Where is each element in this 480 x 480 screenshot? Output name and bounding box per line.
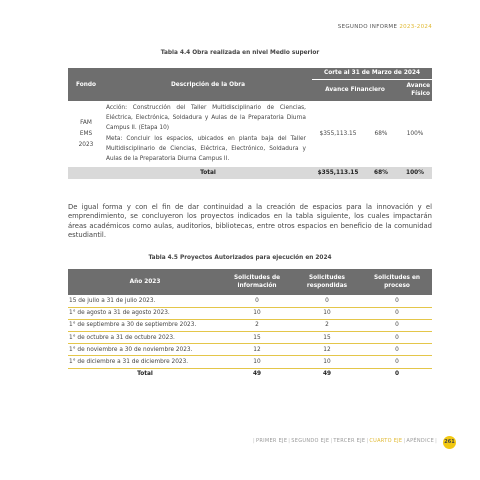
nav-apendice[interactable]: APÉNDICE <box>406 438 435 444</box>
col-fondo: Fondo <box>68 68 104 101</box>
total-label: Total <box>104 167 312 179</box>
total-row <box>68 167 432 179</box>
amount-cell: $355,113.15 <box>319 131 357 137</box>
total-label: Total <box>137 371 153 378</box>
projects-table <box>68 269 432 380</box>
total-info: 49 <box>252 371 262 378</box>
total-in-process: 0 <box>394 371 400 378</box>
table-row: 1° de noviembre a 30 de noviembre 2023. 12 12 0 <box>68 344 432 356</box>
table-row: 1° de agosto a 31 de agosto 2023. 10 10 0 <box>68 307 432 319</box>
financial-progress-cell: 68% <box>374 131 388 137</box>
total-financial: 68% <box>364 167 398 179</box>
table-row <box>68 101 432 167</box>
col-descripcion: Descripción de la Obra <box>104 68 312 101</box>
table1-caption: Tabla 4.4 Obra realizada en nivel Medio superior <box>160 50 320 56</box>
report-year: 2023-2024 <box>399 24 432 30</box>
physical-progress-cell: 100% <box>406 131 424 137</box>
table-row: 1° de septiembre a 30 de septiembre 2023. 2 2 0 <box>68 319 432 331</box>
body-paragraph: De igual forma y con el fin de dar continuidad a la creación de espacios para la innovación y el emprendimiento, se concluyeron los proyectos indicados en la tabla siguiente, los cuales impactarán áreas académicos como aulas, auditorios, bibliotecas, entre otros espacios en beneficio de la comunidad estudiantil. <box>68 203 432 240</box>
description-action: Acción: Construcción del Taller Multidisciplinario de Ciencias, Eléctrica, Electrónica, Soldadura y Aulas de la Preparatoria Diurna Campus II. (Etapa 10) <box>106 105 306 131</box>
nav-cuarto-eje[interactable]: CUARTO EJE <box>369 438 403 444</box>
report-header <box>338 24 432 30</box>
fondo-cell: FAM EMS 2023 <box>78 119 94 148</box>
works-table <box>68 68 432 179</box>
total-row <box>68 368 432 380</box>
page-number: 261 <box>443 436 456 449</box>
col-responded: Solicitudes respondidas <box>292 269 362 295</box>
table-row: 15 de julio a 31 de julio 2023. 0 0 0 <box>68 295 432 307</box>
description-meta: Meta: Concluir los espacios, ubicados en planta baja del Taller Multidisciplinario de Ciencias, Eléctrica, Electrónico, Soldadura y Aulas de la Preparatoria Diurna Campus II. <box>106 136 306 162</box>
table-row: 1° de diciembre a 31 de diciembre 2023. 10 10 0 <box>68 356 432 368</box>
section-nav: |PRIMER EJE|SEGUNDO EJE|TERCER EJE|CUARTO EJE|APÉNDICE| <box>253 438 438 444</box>
report-title: SEGUNDO INFORME <box>337 24 398 30</box>
nav-primer-eje[interactable]: PRIMER EJE <box>256 438 288 444</box>
nav-segundo-eje[interactable]: SEGUNDO EJE <box>291 438 330 444</box>
total-responded: 49 <box>322 371 332 378</box>
total-amount: $355,113.15 <box>312 167 364 179</box>
col-avance-fisico: Avance Físico <box>398 79 432 101</box>
total-physical: 100% <box>398 167 432 179</box>
table-row: 1° de octubre a 31 de octubre 2023. 15 15 0 <box>68 332 432 344</box>
nav-tercer-eje[interactable]: TERCER EJE <box>333 438 366 444</box>
col-avance-financiero: Avance Financiero <box>312 79 398 101</box>
col-info-requests: Solicitudes de información <box>222 269 292 295</box>
description-cell <box>104 101 312 167</box>
col-group-corte: Corte al 31 de Marzo de 2024 <box>312 68 432 79</box>
col-in-process: Solicitudes en proceso <box>362 269 432 295</box>
col-year: Año 2023 <box>68 269 222 295</box>
table2-caption: Tabla 4.5 Proyectos Autorizados para ejecución en 2024 <box>148 255 332 261</box>
